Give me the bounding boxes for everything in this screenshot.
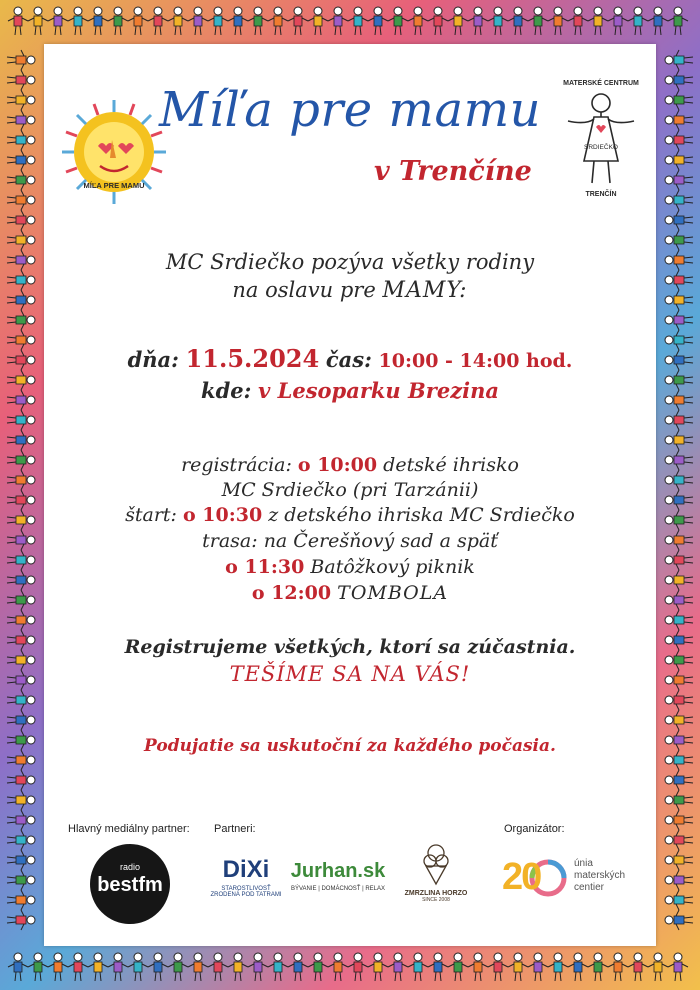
border-child-figure xyxy=(7,650,35,670)
unia-line-1: únia xyxy=(574,858,593,869)
border-child-figure xyxy=(7,550,35,570)
border-child-figure xyxy=(408,953,428,981)
registration-place: detské ihrisko xyxy=(383,454,519,476)
border-child-figure xyxy=(188,7,208,35)
registration-label: registrácia: xyxy=(181,454,292,476)
border-child-figure xyxy=(7,270,35,290)
invite-line-2 xyxy=(44,278,656,303)
border-child-figure xyxy=(588,953,608,981)
border-child-figure xyxy=(468,953,488,981)
border-child-figure xyxy=(268,7,288,35)
picnic-text: Batôžkový piknik xyxy=(310,556,475,578)
border-child-figure xyxy=(648,7,668,35)
border-child-figure xyxy=(7,570,35,590)
border-child-figure xyxy=(665,650,693,670)
register-all-line xyxy=(44,636,656,658)
border-child-figure xyxy=(168,7,188,35)
date-label: dňa: xyxy=(127,347,179,372)
border-child-figure xyxy=(128,7,148,35)
border-child-figure xyxy=(7,810,35,830)
time-label: čas: xyxy=(325,347,372,372)
border-child-figure xyxy=(665,490,693,510)
border-child-figure xyxy=(428,7,448,35)
unia-materskych-centier-logo xyxy=(502,852,642,912)
border-child-figure xyxy=(665,670,693,690)
dixi-tagline-2: ZRODENÁ POD TATRAMI xyxy=(210,892,282,898)
event-date-line xyxy=(44,344,656,373)
place-label: kde: xyxy=(201,378,252,403)
border-child-figure xyxy=(665,910,693,930)
border-child-figure xyxy=(665,630,693,650)
bestfm-logo xyxy=(90,844,170,924)
border-child-figure xyxy=(528,7,548,35)
border-child-figure xyxy=(288,953,308,981)
border-child-figure xyxy=(7,690,35,710)
border-child-figure xyxy=(665,770,693,790)
start-place: z detského ihriska MC Srdiečko xyxy=(268,504,575,526)
border-child-figure xyxy=(28,953,48,981)
border-child-figure xyxy=(665,810,693,830)
border-child-figure xyxy=(665,830,693,850)
border-child-figure xyxy=(665,850,693,870)
border-child-figure xyxy=(7,310,35,330)
border-child-figure xyxy=(548,953,568,981)
registration-place-line xyxy=(44,479,656,501)
border-child-figure xyxy=(665,550,693,570)
picnic-time: o 11:30 xyxy=(225,556,305,578)
zmrzlina-logo xyxy=(396,842,476,903)
border-child-figure xyxy=(568,953,588,981)
border-child-figure xyxy=(7,450,35,470)
bestfm-logo-big: bestfm xyxy=(97,874,163,896)
border-child-figure xyxy=(665,150,693,170)
border-child-figure xyxy=(7,850,35,870)
border-child-figure xyxy=(7,430,35,450)
border-child-figure xyxy=(665,450,693,470)
border-child-figure xyxy=(7,350,35,370)
border-child-figure xyxy=(665,610,693,630)
border-child-figure xyxy=(7,770,35,790)
media-partner-label: Hlavný mediálny partner: xyxy=(68,823,190,835)
border-child-figure xyxy=(665,510,693,530)
border-child-figure xyxy=(28,7,48,35)
weather-note-line xyxy=(44,736,656,756)
looking-forward-text: TEŠÍME SA NA VÁS! xyxy=(229,662,471,686)
border-child-figure xyxy=(448,953,468,981)
border-child-figure xyxy=(228,953,248,981)
border-child-figure xyxy=(7,510,35,530)
tombola-line xyxy=(44,582,656,604)
srdiecko-logo-middle-text: SRDIEČKO xyxy=(584,144,618,151)
border-child-figure xyxy=(665,90,693,110)
border-child-figure xyxy=(628,953,648,981)
border-child-figure xyxy=(328,953,348,981)
border-child-figure xyxy=(665,110,693,130)
border-child-figure xyxy=(7,190,35,210)
border-child-figure xyxy=(248,953,268,981)
border-child-figure xyxy=(248,7,268,35)
date-value: 11.5.2024 xyxy=(185,344,320,373)
border-child-figure xyxy=(348,953,368,981)
unia-line-3: centier xyxy=(574,882,605,893)
border-child-figure xyxy=(588,7,608,35)
border-child-figure xyxy=(665,170,693,190)
border-child-figure xyxy=(108,7,128,35)
registration-time: o 10:00 xyxy=(297,454,378,476)
border-child-figure xyxy=(7,210,35,230)
border-child-figure xyxy=(308,7,328,35)
registration-line xyxy=(44,454,656,476)
border-child-figure xyxy=(7,610,35,630)
dixi-logo xyxy=(206,856,286,898)
looking-forward-line xyxy=(44,662,656,686)
border-child-figure xyxy=(48,953,68,981)
border-child-figure xyxy=(665,230,693,250)
border-child-figure xyxy=(8,7,28,35)
route-line xyxy=(44,530,656,552)
border-child-figure xyxy=(665,190,693,210)
border-child-figure xyxy=(7,330,35,350)
border-child-figure xyxy=(608,953,628,981)
border-child-figure xyxy=(48,7,68,35)
border-child-figure xyxy=(665,890,693,910)
border-child-figure xyxy=(7,130,35,150)
border-child-figure xyxy=(208,953,228,981)
border-child-figure xyxy=(548,7,568,35)
border-child-figure xyxy=(7,170,35,190)
event-place-line xyxy=(44,378,656,403)
poster-sheet xyxy=(44,44,656,946)
border-child-figure xyxy=(7,590,35,610)
srdiecko-logo-top-text: MATERSKÉ CENTRUM xyxy=(563,80,639,87)
border-child-figure xyxy=(148,7,168,35)
border-child-figure xyxy=(7,50,35,70)
dixi-tagline-1: STAROSTLIVOSŤ xyxy=(221,886,271,892)
invite-mamy: MAMY: xyxy=(382,278,468,303)
border-child-figure xyxy=(665,430,693,450)
border-child-figure xyxy=(7,870,35,890)
border-child-figure xyxy=(7,670,35,690)
border-child-figure xyxy=(665,290,693,310)
border-child-figure xyxy=(665,470,693,490)
border-child-figure xyxy=(665,250,693,270)
border-child-figure xyxy=(7,70,35,90)
border-child-figure xyxy=(228,7,248,35)
border-child-figure xyxy=(168,953,188,981)
border-child-figure xyxy=(665,390,693,410)
border-child-figure xyxy=(628,7,648,35)
start-line xyxy=(44,504,656,526)
jurhan-name: Jurhan.sk xyxy=(290,860,386,882)
border-child-figure xyxy=(665,330,693,350)
place-value: v Lesoparku Brezina xyxy=(258,378,499,403)
border-child-figure xyxy=(128,953,148,981)
border-child-figure xyxy=(665,410,693,430)
border-child-figure xyxy=(488,7,508,35)
time-value: 10:00 - 14:00 hod. xyxy=(378,350,573,372)
border-child-figure xyxy=(408,7,428,35)
border-child-figure xyxy=(8,953,28,981)
border-child-figure xyxy=(7,890,35,910)
border-child-figure xyxy=(88,953,108,981)
border-child-figure xyxy=(7,910,35,930)
border-child-figure xyxy=(665,710,693,730)
jurhan-tagline: BÝVANIE | DOMÁCNOSŤ | RELAX xyxy=(290,886,386,892)
register-all-text: Registrujeme všetkých, ktorí sa zúčastnia. xyxy=(124,636,576,658)
border-child-figure xyxy=(665,270,693,290)
border-child-figure xyxy=(508,7,528,35)
border-child-figure xyxy=(428,953,448,981)
border-child-figure xyxy=(148,953,168,981)
border-child-figure xyxy=(7,410,35,430)
zmrzlina-since: SINCE 2008 xyxy=(422,897,450,903)
border-child-figure xyxy=(665,570,693,590)
border-child-figure xyxy=(665,130,693,150)
border-child-figure xyxy=(488,953,508,981)
registration-place-2: MC Srdiečko (pri Tarzánii) xyxy=(221,479,479,501)
border-child-figure xyxy=(665,350,693,370)
border-child-figure xyxy=(7,750,35,770)
border-child-figure xyxy=(348,7,368,35)
border-child-figure xyxy=(448,7,468,35)
start-label: štart: xyxy=(125,504,177,526)
border-child-figure xyxy=(7,230,35,250)
ice-cream-icon xyxy=(421,842,451,886)
girl-figure-icon xyxy=(556,87,646,187)
zmrzlina-name: ZMRZLINA HORZO xyxy=(404,890,468,897)
weather-note-text: Podujatie sa uskutoční za každého počasia. xyxy=(144,736,556,756)
border-child-figure xyxy=(7,370,35,390)
mc-srdiecko-logo xyxy=(556,80,646,210)
border-child-figure xyxy=(665,590,693,610)
border-child-figure xyxy=(208,7,228,35)
bestfm-logo-small: radio xyxy=(119,862,140,872)
border-child-figure xyxy=(665,70,693,90)
invite-text-2: na oslavu pre xyxy=(232,278,383,302)
border-child-figure xyxy=(7,390,35,410)
border-child-figure xyxy=(508,953,528,981)
unia-text xyxy=(574,858,625,894)
border-child-figure xyxy=(328,7,348,35)
srdiecko-logo-bottom-text: TRENČÍN xyxy=(585,191,617,198)
border-child-figure xyxy=(468,7,488,35)
border-child-figure xyxy=(7,830,35,850)
invite-text-1: MC Srdiečko pozýva všetky rodiny xyxy=(165,250,535,274)
organizer-label: Organizátor: xyxy=(504,823,565,835)
border-child-figure xyxy=(7,730,35,750)
border-child-figure xyxy=(7,710,35,730)
poster-title: Míľa pre mamu xyxy=(159,82,541,138)
border-child-figure xyxy=(268,953,288,981)
dixi-name: DiXi xyxy=(222,856,270,883)
border-child-figure xyxy=(665,730,693,750)
border-child-figure xyxy=(665,50,693,70)
border-child-figure xyxy=(288,7,308,35)
border-child-figure xyxy=(668,7,688,35)
border-child-figure xyxy=(368,7,388,35)
border-child-figure xyxy=(7,530,35,550)
border-child-figure xyxy=(648,953,668,981)
tombola-text: TOMBOLA xyxy=(337,582,449,604)
border-child-figure xyxy=(108,953,128,981)
border-child-figure xyxy=(388,7,408,35)
border-child-figure xyxy=(7,110,35,130)
unia-line-2: materských xyxy=(574,870,626,881)
border-child-figure xyxy=(608,7,628,35)
border-child-figure xyxy=(68,7,88,35)
route-text: trasa: na Čerešňový sad a späť xyxy=(202,530,498,552)
border-child-figure xyxy=(7,790,35,810)
border-child-figure xyxy=(368,953,388,981)
border-child-figure xyxy=(665,790,693,810)
border-child-figure xyxy=(188,953,208,981)
border-child-figure xyxy=(665,690,693,710)
partners-label: Partneri: xyxy=(214,823,256,835)
start-time: o 10:30 xyxy=(183,504,263,526)
border-child-figure xyxy=(388,953,408,981)
border-child-figure xyxy=(7,490,35,510)
border-child-figure xyxy=(7,250,35,270)
border-child-figure xyxy=(7,90,35,110)
jurhan-logo xyxy=(282,860,394,892)
poster-subtitle: v Trenčíne xyxy=(374,156,532,187)
tombola-time: o 12:00 xyxy=(251,582,332,604)
unia-number: 20 xyxy=(502,856,541,898)
picnic-line xyxy=(44,556,656,578)
border-child-figure xyxy=(7,470,35,490)
border-child-figure xyxy=(7,290,35,310)
border-child-figure xyxy=(665,310,693,330)
sun-logo-text: MÍĽA PRE MAMU xyxy=(83,181,145,190)
border-child-figure xyxy=(568,7,588,35)
invite-line-1 xyxy=(44,250,656,274)
border-child-figure xyxy=(88,7,108,35)
border-child-figure xyxy=(665,750,693,770)
border-child-figure xyxy=(528,953,548,981)
border-child-figure xyxy=(665,530,693,550)
border-child-figure xyxy=(665,870,693,890)
border-child-figure xyxy=(308,953,328,981)
border-child-figure xyxy=(7,630,35,650)
border-child-figure xyxy=(665,370,693,390)
border-child-figure xyxy=(68,953,88,981)
border-child-figure xyxy=(665,210,693,230)
border-child-figure xyxy=(668,953,688,981)
border-child-figure xyxy=(7,150,35,170)
